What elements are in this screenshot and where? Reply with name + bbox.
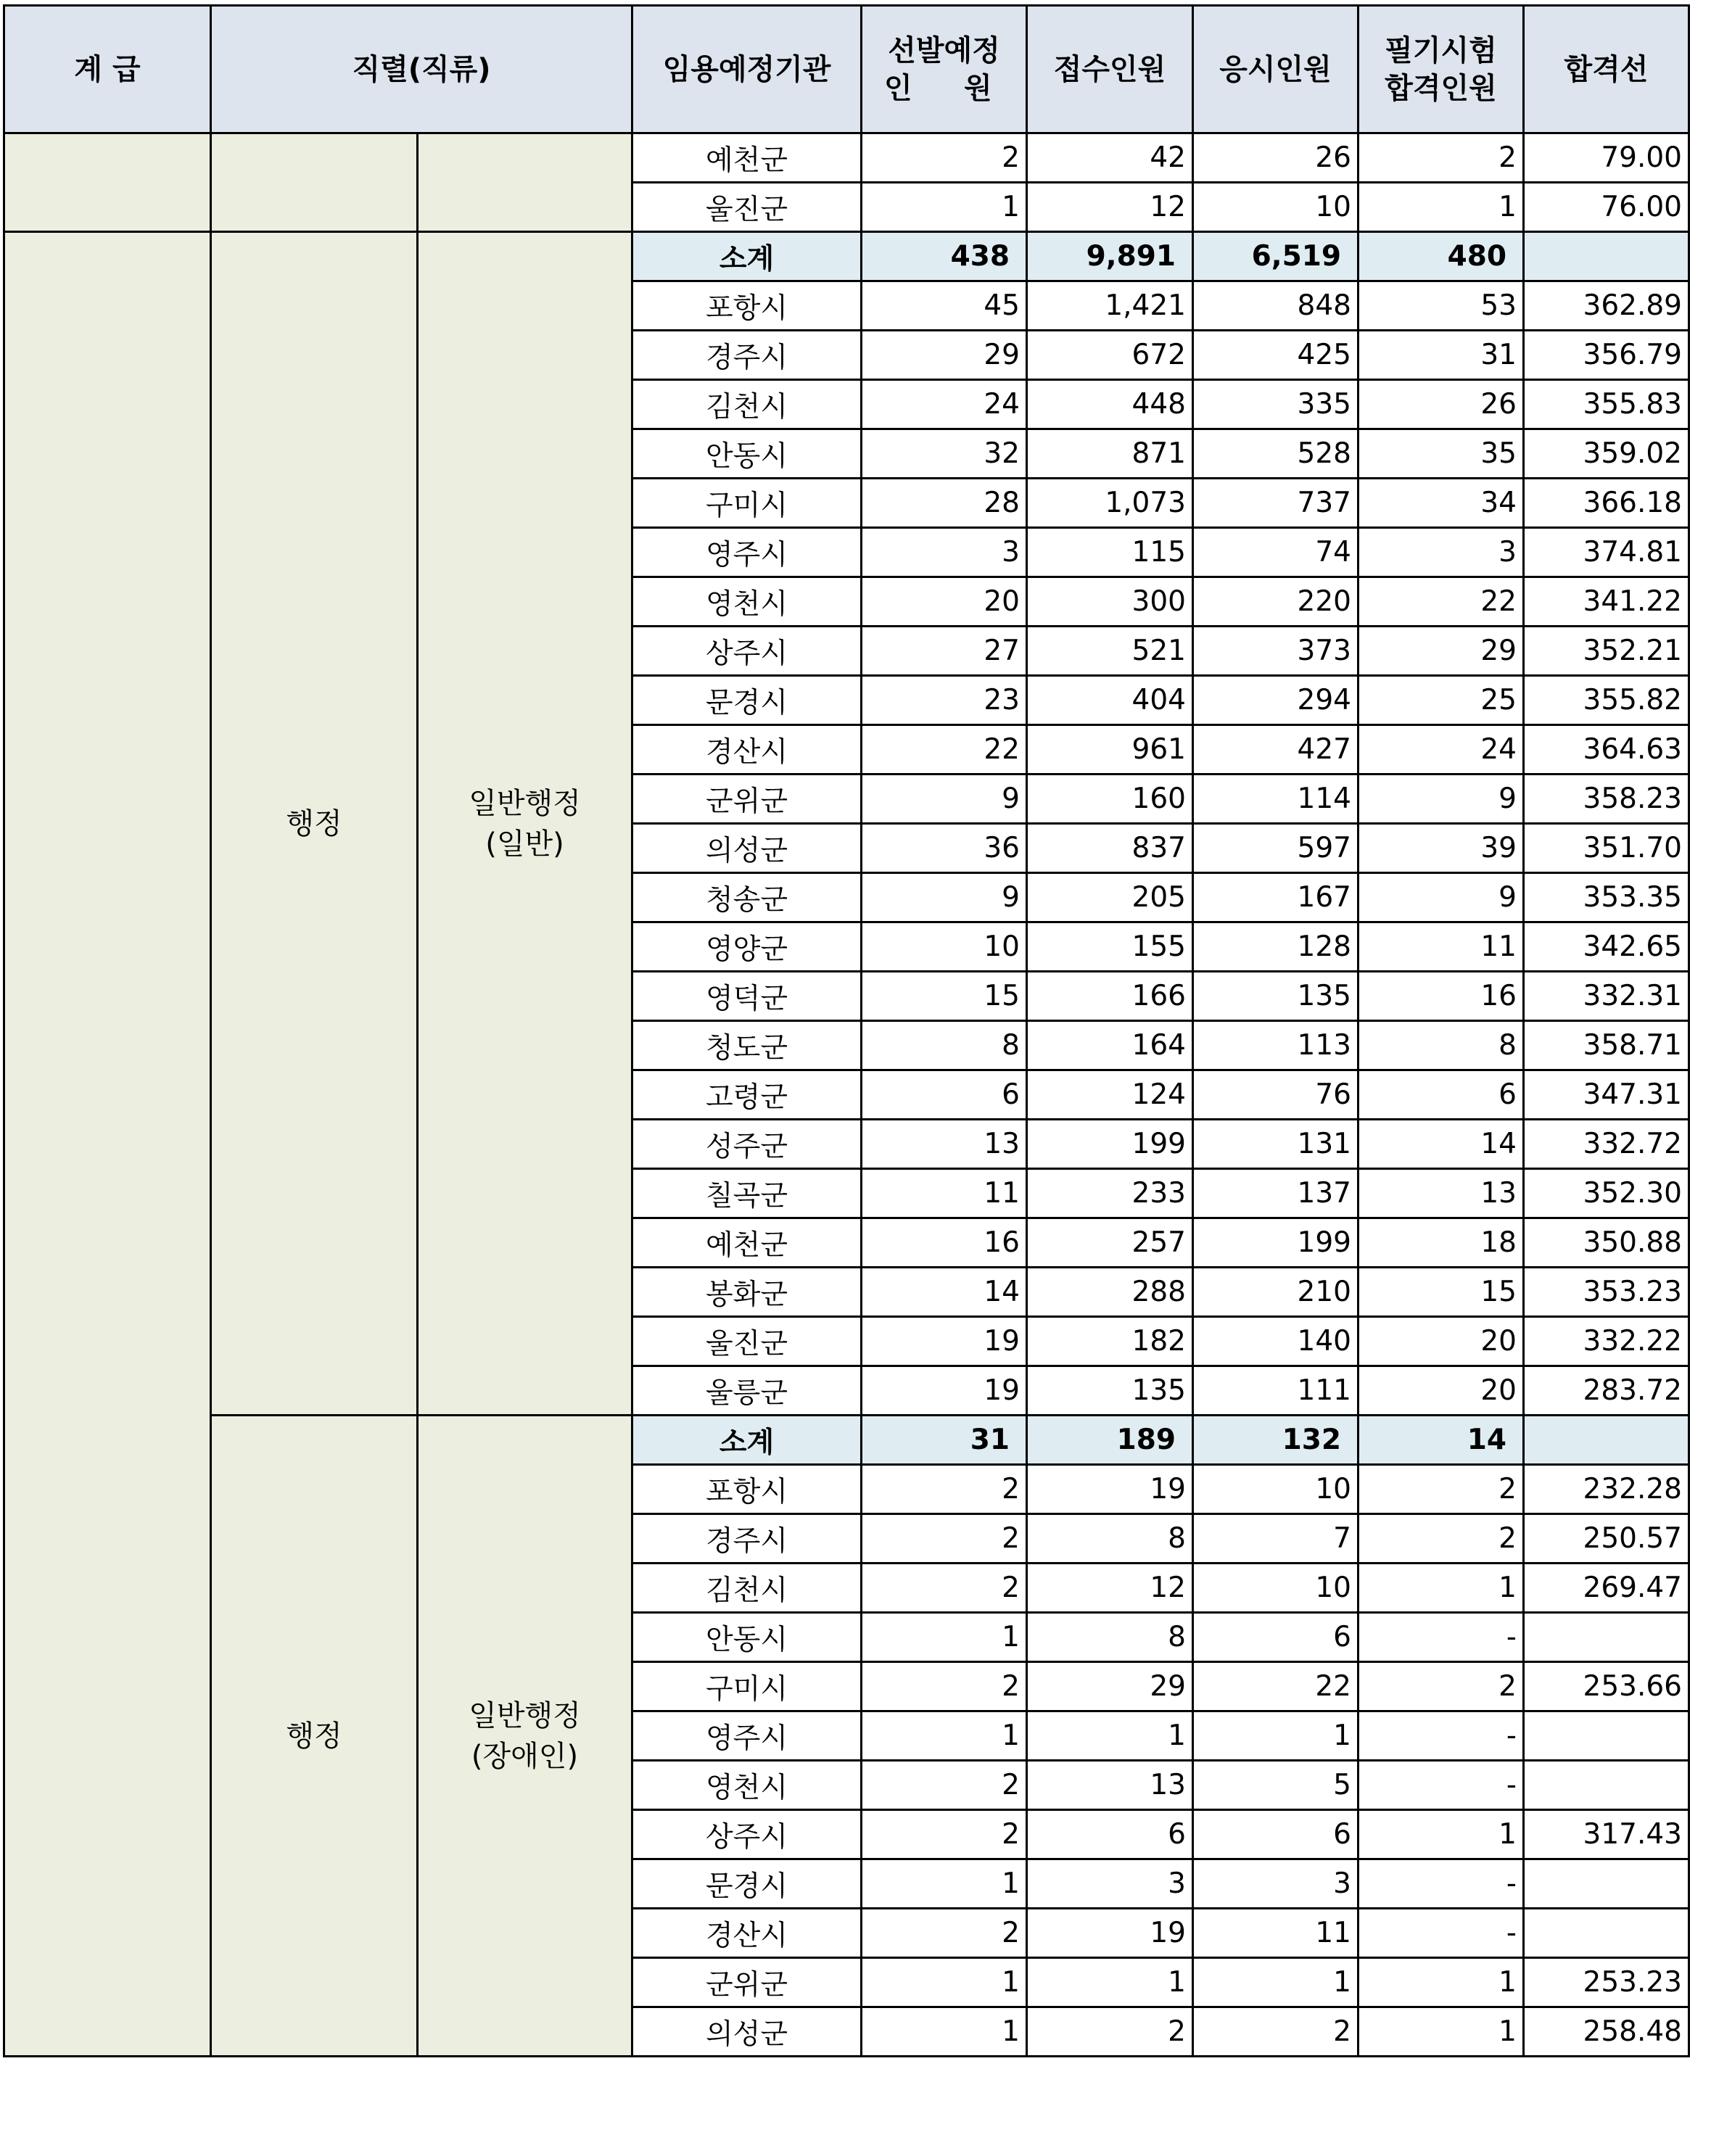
planned-cell: 36 bbox=[862, 824, 1027, 873]
applied-cell: 29 bbox=[1027, 1662, 1193, 1711]
cutoff-cell: 253.23 bbox=[1524, 1958, 1689, 2007]
tested-cell: 6 bbox=[1193, 1613, 1359, 1662]
applied-cell: 135 bbox=[1027, 1366, 1193, 1416]
agency-cell: 경산시 bbox=[632, 725, 862, 775]
agency-cell: 상주시 bbox=[632, 1810, 862, 1859]
tested-cell: 199 bbox=[1193, 1218, 1359, 1268]
tested-cell: 167 bbox=[1193, 873, 1359, 922]
tested-cell: 74 bbox=[1193, 528, 1359, 577]
tested-cell: 5 bbox=[1193, 1761, 1359, 1810]
planned-cell: 2 bbox=[862, 1514, 1027, 1564]
applied-cell: 12 bbox=[1027, 183, 1193, 232]
agency-cell: 고령군 bbox=[632, 1070, 862, 1120]
cutoff-cell: 352.21 bbox=[1524, 627, 1689, 676]
passed-cell: - bbox=[1359, 1761, 1524, 1810]
planned-cell: 2 bbox=[862, 1465, 1027, 1514]
tested-cell: 111 bbox=[1193, 1366, 1359, 1416]
agency-cell: 울릉군 bbox=[632, 1366, 862, 1416]
passed-cell: 1 bbox=[1359, 1564, 1524, 1613]
recruitment-results-table bbox=[3, 4, 1690, 2057]
passed-cell: 2 bbox=[1359, 1662, 1524, 1711]
class-cell bbox=[418, 133, 632, 232]
agency-cell: 경주시 bbox=[632, 331, 862, 380]
cutoff-cell: 332.31 bbox=[1524, 972, 1689, 1021]
planned-cell: 1 bbox=[862, 2007, 1027, 2057]
applied-cell: 164 bbox=[1027, 1021, 1193, 1070]
planned-cell: 438 bbox=[862, 232, 1027, 281]
agency-cell: 울진군 bbox=[632, 1317, 862, 1366]
cutoff-cell: 347.31 bbox=[1524, 1070, 1689, 1120]
agency-cell: 군위군 bbox=[632, 775, 862, 824]
passed-cell: 35 bbox=[1359, 429, 1524, 479]
agency-cell: 칠곡군 bbox=[632, 1169, 862, 1218]
planned-cell: 31 bbox=[862, 1416, 1027, 1465]
planned-cell: 9 bbox=[862, 873, 1027, 922]
series-cell: 행정 bbox=[211, 232, 418, 1416]
cutoff-cell: 253.66 bbox=[1524, 1662, 1689, 1711]
planned-cell: 2 bbox=[862, 1909, 1027, 1958]
cutoff-cell: 250.57 bbox=[1524, 1514, 1689, 1564]
planned-cell: 11 bbox=[862, 1169, 1027, 1218]
applied-cell: 155 bbox=[1027, 922, 1193, 972]
applied-cell: 9,891 bbox=[1027, 232, 1193, 281]
applied-cell: 1 bbox=[1027, 1958, 1193, 2007]
tested-cell: 76 bbox=[1193, 1070, 1359, 1120]
passed-cell: - bbox=[1359, 1711, 1524, 1761]
tested-cell: 737 bbox=[1193, 479, 1359, 528]
planned-cell: 29 bbox=[862, 331, 1027, 380]
tested-cell: 137 bbox=[1193, 1169, 1359, 1218]
cutoff-cell: 232.28 bbox=[1524, 1465, 1689, 1514]
passed-cell: 26 bbox=[1359, 380, 1524, 429]
agency-cell: 성주군 bbox=[632, 1120, 862, 1169]
applied-cell: 19 bbox=[1027, 1465, 1193, 1514]
agency-cell: 소계 bbox=[632, 232, 862, 281]
cutoff-cell: 358.71 bbox=[1524, 1021, 1689, 1070]
agency-cell: 문경시 bbox=[632, 676, 862, 725]
agency-cell: 소계 bbox=[632, 1416, 862, 1465]
cutoff-cell: 358.23 bbox=[1524, 775, 1689, 824]
tested-cell: 528 bbox=[1193, 429, 1359, 479]
cutoff-cell: 364.63 bbox=[1524, 725, 1689, 775]
cutoff-cell: 355.83 bbox=[1524, 380, 1689, 429]
planned-cell: 3 bbox=[862, 528, 1027, 577]
header-applied: 접수인원 bbox=[1027, 6, 1193, 133]
passed-cell: 18 bbox=[1359, 1218, 1524, 1268]
agency-cell: 문경시 bbox=[632, 1859, 862, 1909]
passed-cell: 1 bbox=[1359, 1958, 1524, 2007]
applied-cell: 13 bbox=[1027, 1761, 1193, 1810]
agency-cell: 예천군 bbox=[632, 133, 862, 183]
agency-cell: 포항시 bbox=[632, 1465, 862, 1514]
applied-cell: 8 bbox=[1027, 1514, 1193, 1564]
cutoff-cell: 332.72 bbox=[1524, 1120, 1689, 1169]
passed-cell: 1 bbox=[1359, 1810, 1524, 1859]
cutoff-cell: 352.30 bbox=[1524, 1169, 1689, 1218]
applied-cell: 19 bbox=[1027, 1909, 1193, 1958]
tested-cell: 7 bbox=[1193, 1514, 1359, 1564]
tested-cell: 6,519 bbox=[1193, 232, 1359, 281]
class-cell: 일반행정 (일반) bbox=[418, 232, 632, 1416]
cutoff-cell bbox=[1524, 1416, 1689, 1465]
agency-cell: 의성군 bbox=[632, 824, 862, 873]
passed-cell: 2 bbox=[1359, 1514, 1524, 1564]
planned-cell: 16 bbox=[862, 1218, 1027, 1268]
applied-cell: 233 bbox=[1027, 1169, 1193, 1218]
passed-cell: - bbox=[1359, 1613, 1524, 1662]
tested-cell: 11 bbox=[1193, 1909, 1359, 1958]
tested-cell: 1 bbox=[1193, 1711, 1359, 1761]
planned-cell: 28 bbox=[862, 479, 1027, 528]
planned-cell: 2 bbox=[862, 1810, 1027, 1859]
tested-cell: 3 bbox=[1193, 1859, 1359, 1909]
tested-cell: 6 bbox=[1193, 1810, 1359, 1859]
planned-cell: 10 bbox=[862, 922, 1027, 972]
applied-cell: 448 bbox=[1027, 380, 1193, 429]
cutoff-cell: 76.00 bbox=[1524, 183, 1689, 232]
applied-cell: 42 bbox=[1027, 133, 1193, 183]
cutoff-cell: 353.35 bbox=[1524, 873, 1689, 922]
planned-cell: 13 bbox=[862, 1120, 1027, 1169]
agency-cell: 청도군 bbox=[632, 1021, 862, 1070]
agency-cell: 봉화군 bbox=[632, 1268, 862, 1317]
planned-cell: 15 bbox=[862, 972, 1027, 1021]
subtotal-row bbox=[4, 1416, 1689, 1465]
grade-cell bbox=[4, 133, 211, 232]
tested-cell: 210 bbox=[1193, 1268, 1359, 1317]
applied-cell: 115 bbox=[1027, 528, 1193, 577]
applied-cell: 12 bbox=[1027, 1564, 1193, 1613]
table-body bbox=[4, 133, 1689, 2057]
planned-cell: 19 bbox=[862, 1366, 1027, 1416]
header-tested: 응시인원 bbox=[1193, 6, 1359, 133]
agency-cell: 포항시 bbox=[632, 281, 862, 331]
agency-cell: 안동시 bbox=[632, 1613, 862, 1662]
planned-cell: 1 bbox=[862, 1711, 1027, 1761]
passed-cell: 2 bbox=[1359, 1465, 1524, 1514]
passed-cell: 8 bbox=[1359, 1021, 1524, 1070]
passed-cell: 14 bbox=[1359, 1120, 1524, 1169]
cutoff-cell bbox=[1524, 1613, 1689, 1662]
applied-cell: 404 bbox=[1027, 676, 1193, 725]
applied-cell: 1,421 bbox=[1027, 281, 1193, 331]
agency-cell: 안동시 bbox=[632, 429, 862, 479]
planned-cell: 9 bbox=[862, 775, 1027, 824]
agency-cell: 청송군 bbox=[632, 873, 862, 922]
passed-cell: 53 bbox=[1359, 281, 1524, 331]
agency-cell: 경주시 bbox=[632, 1514, 862, 1564]
planned-cell: 1 bbox=[862, 1958, 1027, 2007]
tested-cell: 335 bbox=[1193, 380, 1359, 429]
header-agency: 임용예정기관 bbox=[632, 6, 862, 133]
header-grade: 계 급 bbox=[4, 6, 211, 133]
agency-cell: 영주시 bbox=[632, 528, 862, 577]
planned-cell: 24 bbox=[862, 380, 1027, 429]
agency-cell: 상주시 bbox=[632, 627, 862, 676]
tested-cell: 373 bbox=[1193, 627, 1359, 676]
header-passed: 필기시험 합격인원 bbox=[1359, 6, 1524, 133]
cutoff-cell: 366.18 bbox=[1524, 479, 1689, 528]
applied-cell: 288 bbox=[1027, 1268, 1193, 1317]
cutoff-cell bbox=[1524, 1711, 1689, 1761]
agency-cell: 영천시 bbox=[632, 577, 862, 627]
cutoff-cell: 269.47 bbox=[1524, 1564, 1689, 1613]
applied-cell: 1 bbox=[1027, 1711, 1193, 1761]
cutoff-cell: 317.43 bbox=[1524, 1810, 1689, 1859]
passed-cell: 6 bbox=[1359, 1070, 1524, 1120]
passed-cell: 29 bbox=[1359, 627, 1524, 676]
passed-cell: 14 bbox=[1359, 1416, 1524, 1465]
agency-cell: 김천시 bbox=[632, 1564, 862, 1613]
passed-cell: - bbox=[1359, 1909, 1524, 1958]
planned-cell: 6 bbox=[862, 1070, 1027, 1120]
planned-cell: 20 bbox=[862, 577, 1027, 627]
applied-cell: 300 bbox=[1027, 577, 1193, 627]
header-planned: 선발예정 인 원 bbox=[862, 6, 1027, 133]
cutoff-cell: 356.79 bbox=[1524, 331, 1689, 380]
passed-cell: 22 bbox=[1359, 577, 1524, 627]
applied-cell: 1,073 bbox=[1027, 479, 1193, 528]
cutoff-cell: 374.81 bbox=[1524, 528, 1689, 577]
tested-cell: 131 bbox=[1193, 1120, 1359, 1169]
subtotal-row bbox=[4, 232, 1689, 281]
table-header bbox=[4, 6, 1689, 133]
applied-cell: 166 bbox=[1027, 972, 1193, 1021]
passed-cell: 20 bbox=[1359, 1366, 1524, 1416]
applied-cell: 871 bbox=[1027, 429, 1193, 479]
planned-cell: 22 bbox=[862, 725, 1027, 775]
planned-cell: 1 bbox=[862, 1859, 1027, 1909]
agency-cell: 영천시 bbox=[632, 1761, 862, 1810]
agency-cell: 영양군 bbox=[632, 922, 862, 972]
planned-cell: 2 bbox=[862, 1662, 1027, 1711]
table-row bbox=[4, 133, 1689, 183]
applied-cell: 521 bbox=[1027, 627, 1193, 676]
passed-cell: 15 bbox=[1359, 1268, 1524, 1317]
cutoff-cell: 362.89 bbox=[1524, 281, 1689, 331]
tested-cell: 425 bbox=[1193, 331, 1359, 380]
cutoff-cell: 353.23 bbox=[1524, 1268, 1689, 1317]
passed-cell: 9 bbox=[1359, 775, 1524, 824]
tested-cell: 848 bbox=[1193, 281, 1359, 331]
planned-cell: 2 bbox=[862, 133, 1027, 183]
grade-cell bbox=[4, 232, 211, 2057]
agency-cell: 의성군 bbox=[632, 2007, 862, 2057]
tested-cell: 132 bbox=[1193, 1416, 1359, 1465]
passed-cell: 480 bbox=[1359, 232, 1524, 281]
passed-cell: 11 bbox=[1359, 922, 1524, 972]
cutoff-cell: 359.02 bbox=[1524, 429, 1689, 479]
applied-cell: 182 bbox=[1027, 1317, 1193, 1366]
tested-cell: 113 bbox=[1193, 1021, 1359, 1070]
applied-cell: 672 bbox=[1027, 331, 1193, 380]
cutoff-cell bbox=[1524, 1761, 1689, 1810]
agency-cell: 예천군 bbox=[632, 1218, 862, 1268]
passed-cell: 16 bbox=[1359, 972, 1524, 1021]
agency-cell: 영덕군 bbox=[632, 972, 862, 1021]
tested-cell: 135 bbox=[1193, 972, 1359, 1021]
agency-cell: 구미시 bbox=[632, 479, 862, 528]
series-cell: 행정 bbox=[211, 1416, 418, 2057]
agency-cell: 구미시 bbox=[632, 1662, 862, 1711]
planned-cell: 2 bbox=[862, 1564, 1027, 1613]
tested-cell: 294 bbox=[1193, 676, 1359, 725]
cutoff-cell bbox=[1524, 1859, 1689, 1909]
passed-cell: 3 bbox=[1359, 528, 1524, 577]
cutoff-cell bbox=[1524, 232, 1689, 281]
applied-cell: 2 bbox=[1027, 2007, 1193, 2057]
applied-cell: 189 bbox=[1027, 1416, 1193, 1465]
tested-cell: 1 bbox=[1193, 1958, 1359, 2007]
planned-cell: 19 bbox=[862, 1317, 1027, 1366]
agency-cell: 군위군 bbox=[632, 1958, 862, 2007]
agency-cell: 영주시 bbox=[632, 1711, 862, 1761]
agency-cell: 경산시 bbox=[632, 1909, 862, 1958]
cutoff-cell bbox=[1524, 1909, 1689, 1958]
applied-cell: 837 bbox=[1027, 824, 1193, 873]
planned-cell: 1 bbox=[862, 1613, 1027, 1662]
passed-cell: 2 bbox=[1359, 133, 1524, 183]
planned-cell: 23 bbox=[862, 676, 1027, 725]
cutoff-cell: 258.48 bbox=[1524, 2007, 1689, 2057]
header-series: 직렬(직류) bbox=[211, 6, 632, 133]
applied-cell: 160 bbox=[1027, 775, 1193, 824]
tested-cell: 114 bbox=[1193, 775, 1359, 824]
planned-cell: 14 bbox=[862, 1268, 1027, 1317]
tested-cell: 10 bbox=[1193, 183, 1359, 232]
cutoff-cell: 355.82 bbox=[1524, 676, 1689, 725]
agency-cell: 울진군 bbox=[632, 183, 862, 232]
cutoff-cell: 332.22 bbox=[1524, 1317, 1689, 1366]
applied-cell: 199 bbox=[1027, 1120, 1193, 1169]
passed-cell: 1 bbox=[1359, 183, 1524, 232]
applied-cell: 6 bbox=[1027, 1810, 1193, 1859]
planned-cell: 2 bbox=[862, 1761, 1027, 1810]
planned-cell: 8 bbox=[862, 1021, 1027, 1070]
applied-cell: 961 bbox=[1027, 725, 1193, 775]
passed-cell: 39 bbox=[1359, 824, 1524, 873]
planned-cell: 1 bbox=[862, 183, 1027, 232]
cutoff-cell: 351.70 bbox=[1524, 824, 1689, 873]
passed-cell: - bbox=[1359, 1859, 1524, 1909]
applied-cell: 124 bbox=[1027, 1070, 1193, 1120]
passed-cell: 9 bbox=[1359, 873, 1524, 922]
tested-cell: 10 bbox=[1193, 1465, 1359, 1514]
tested-cell: 427 bbox=[1193, 725, 1359, 775]
agency-cell: 김천시 bbox=[632, 380, 862, 429]
cutoff-cell: 341.22 bbox=[1524, 577, 1689, 627]
tested-cell: 220 bbox=[1193, 577, 1359, 627]
applied-cell: 3 bbox=[1027, 1859, 1193, 1909]
cutoff-cell: 342.65 bbox=[1524, 922, 1689, 972]
header-cutoff: 합격선 bbox=[1524, 6, 1689, 133]
tested-cell: 22 bbox=[1193, 1662, 1359, 1711]
class-cell: 일반행정 (장애인) bbox=[418, 1416, 632, 2057]
passed-cell: 31 bbox=[1359, 331, 1524, 380]
passed-cell: 13 bbox=[1359, 1169, 1524, 1218]
cutoff-cell: 79.00 bbox=[1524, 133, 1689, 183]
tested-cell: 10 bbox=[1193, 1564, 1359, 1613]
passed-cell: 24 bbox=[1359, 725, 1524, 775]
applied-cell: 257 bbox=[1027, 1218, 1193, 1268]
passed-cell: 25 bbox=[1359, 676, 1524, 725]
planned-cell: 27 bbox=[862, 627, 1027, 676]
passed-cell: 20 bbox=[1359, 1317, 1524, 1366]
cutoff-cell: 283.72 bbox=[1524, 1366, 1689, 1416]
planned-cell: 32 bbox=[862, 429, 1027, 479]
tested-cell: 140 bbox=[1193, 1317, 1359, 1366]
applied-cell: 8 bbox=[1027, 1613, 1193, 1662]
applied-cell: 205 bbox=[1027, 873, 1193, 922]
cutoff-cell: 350.88 bbox=[1524, 1218, 1689, 1268]
passed-cell: 34 bbox=[1359, 479, 1524, 528]
series-cell bbox=[211, 133, 418, 232]
tested-cell: 128 bbox=[1193, 922, 1359, 972]
tested-cell: 26 bbox=[1193, 133, 1359, 183]
tested-cell: 2 bbox=[1193, 2007, 1359, 2057]
planned-cell: 45 bbox=[862, 281, 1027, 331]
passed-cell: 1 bbox=[1359, 2007, 1524, 2057]
tested-cell: 597 bbox=[1193, 824, 1359, 873]
